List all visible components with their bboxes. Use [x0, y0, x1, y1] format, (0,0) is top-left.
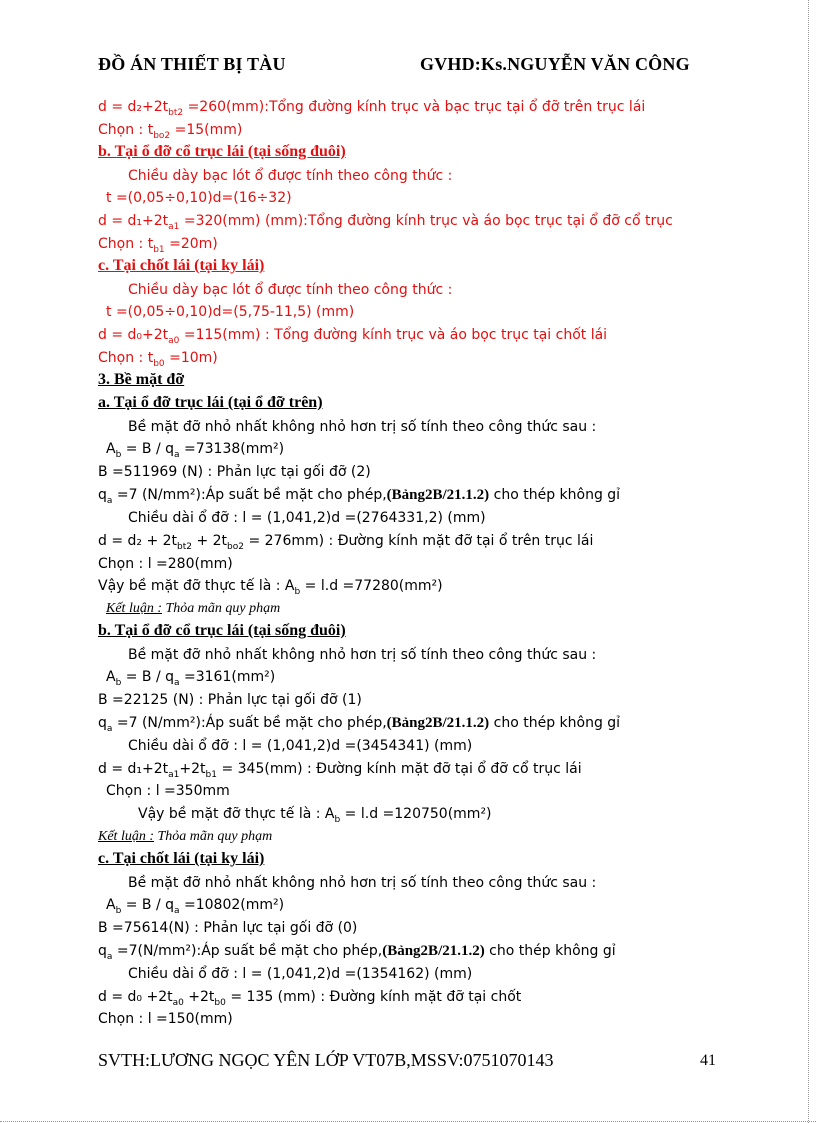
footer-student-info: SVTH:LƯƠNG NGỌC YÊN LỚP VT07B,MSSV:0751070143	[98, 1050, 554, 1070]
text-line: Chọn : $t_{b1} =20m$)	[98, 236, 218, 255]
text-line: Chọn : l =150(mm)	[98, 1011, 233, 1027]
section-heading: a. Tại ổ đỡ trục lái (tại ổ đỡ trên)	[98, 394, 323, 411]
text-line: B =511969 (N) : Phản lực tại gối đỡ (2)	[98, 464, 371, 480]
formula-line: $A_b = B / q_a =73138(mm^2)$	[106, 441, 285, 460]
formula-line: $d = d_2 + 2t_{bt2} + 2t_{bo2} = 276mm$) : Đường kính mặt đỡ tại ổ trên trục lái	[98, 533, 594, 552]
text-line: Chọn : l =350mm	[106, 783, 230, 799]
conclusion-line: Kết luận : Thỏa mãn quy phạm	[98, 829, 273, 844]
formula-line: $d = d_0 +2t_{a0} +2t_{b0} = 135$ (mm) : Đường kính mặt đỡ tại chốt	[98, 989, 522, 1008]
header-left: ĐỒ ÁN THIẾT BỊ TÀU	[98, 54, 286, 74]
text-line: $d = d_2+2t_{bt2}$ =260(mm):Tổng đường kính trục và bạc trục tại ổ đỡ trên trục lái	[98, 99, 646, 118]
section-heading: b. Tại ổ đỡ cổ trục lái (tại sống đuôi)	[98, 143, 346, 160]
text-line: Bề mặt đỡ nhỏ nhất không nhỏ hơn trị số tính theo công thức sau :	[128, 647, 597, 663]
text-line: $q_a =7$ (N/mm²):Áp suất bề mặt cho phép,(Bảng2B/21.1.2) cho thép không gỉ	[98, 715, 621, 734]
text-line: Vậy bề mặt đỡ thực tế là : $A_b = l.d =120750(mm^2)$	[138, 806, 492, 825]
text-line: t =(0,05÷0,10)d=(5,75-11,5) (mm)	[106, 304, 355, 320]
text-line: Chọn : $t_{bo2} =15(mm)$	[98, 122, 243, 141]
text-line: Chiều dày bạc lót ổ được tính theo công thức :	[128, 282, 453, 298]
text-line: Bề mặt đỡ nhỏ nhất không nhỏ hơn trị số tính theo công thức sau :	[128, 419, 597, 435]
text-line: Bề mặt đỡ nhỏ nhất không nhỏ hơn trị số tính theo công thức sau :	[128, 875, 597, 891]
text-line: B =22125 (N) : Phản lực tại gối đỡ (1)	[98, 692, 362, 708]
text-line: Vậy bề mặt đỡ thực tế là : $A_b = l.d =77280(mm^2)$	[98, 578, 443, 597]
text-line: Chiều dài ổ đỡ : l = (1,041,2)d =(1354162) (mm)	[128, 966, 473, 982]
text-line: $d = d_0+2t_{a0} =115(mm)$ : Tổng đường kính trục và áo bọc trục tại chốt lái	[98, 327, 608, 346]
section-heading: b. Tại ổ đỡ cổ trục lái (tại sống đuôi)	[98, 622, 346, 639]
page-border-bottom	[0, 1121, 816, 1122]
section-heading: c. Tại chốt lái (tại ky lái)	[98, 850, 265, 867]
section-heading: c. Tại chốt lái (tại ky lái)	[98, 257, 265, 274]
text-line: Chiều dài ổ đỡ : l = (1,041,2)d =(2764331,2) (mm)	[128, 510, 486, 526]
section-heading: 3. Bề mặt đỡ	[98, 371, 185, 388]
text-line: t =(0,05÷0,10)d=(16÷32)	[106, 190, 292, 206]
text-line: $d = d_1+2t_{a1} =320(mm)$ (mm):Tổng đường kính trục và áo bọc trục tại ổ đỡ cổ trục	[98, 213, 673, 232]
page-border-right	[808, 0, 809, 1123]
text-line: Chọn : l =280(mm)	[98, 556, 233, 572]
formula-line: $d = d_1+2t_{a1}+2t_{b1} = 345(mm)$ : Đường kính mặt đỡ tại ổ đỡ cổ trục lái	[98, 761, 582, 780]
page-number: 41	[700, 1052, 716, 1069]
header-right: GVHD:Ks.NGUYỄN VĂN CÔNG	[420, 54, 690, 74]
text-line: Chiều dài ổ đỡ : l = (1,041,2)d =(3454341) (mm)	[128, 738, 473, 754]
text-line: Chọn : $t_{b0} =10m$)	[98, 350, 218, 369]
conclusion-line: Kết luận : Thỏa mãn quy phạm	[106, 601, 281, 616]
text-line: $q_a$ =7(N/mm²):Áp suất bề mặt cho phép,(Bảng2B/21.1.2) cho thép không gỉ	[98, 943, 616, 962]
text-line: Chiều dày bạc lót ổ được tính theo công thức :	[128, 168, 453, 184]
formula-line: $A_b = B / q_a =10802(mm^2)$	[106, 897, 285, 916]
text-line: $q_a =7$ (N/mm²):Áp suất bề mặt cho phép,(Bảng2B/21.1.2) cho thép không gỉ	[98, 487, 621, 506]
formula-line: $A_b = B / q_a =3161(mm^2)$	[106, 669, 276, 688]
text-line: B =75614(N) : Phản lực tại gối đỡ (0)	[98, 920, 358, 936]
